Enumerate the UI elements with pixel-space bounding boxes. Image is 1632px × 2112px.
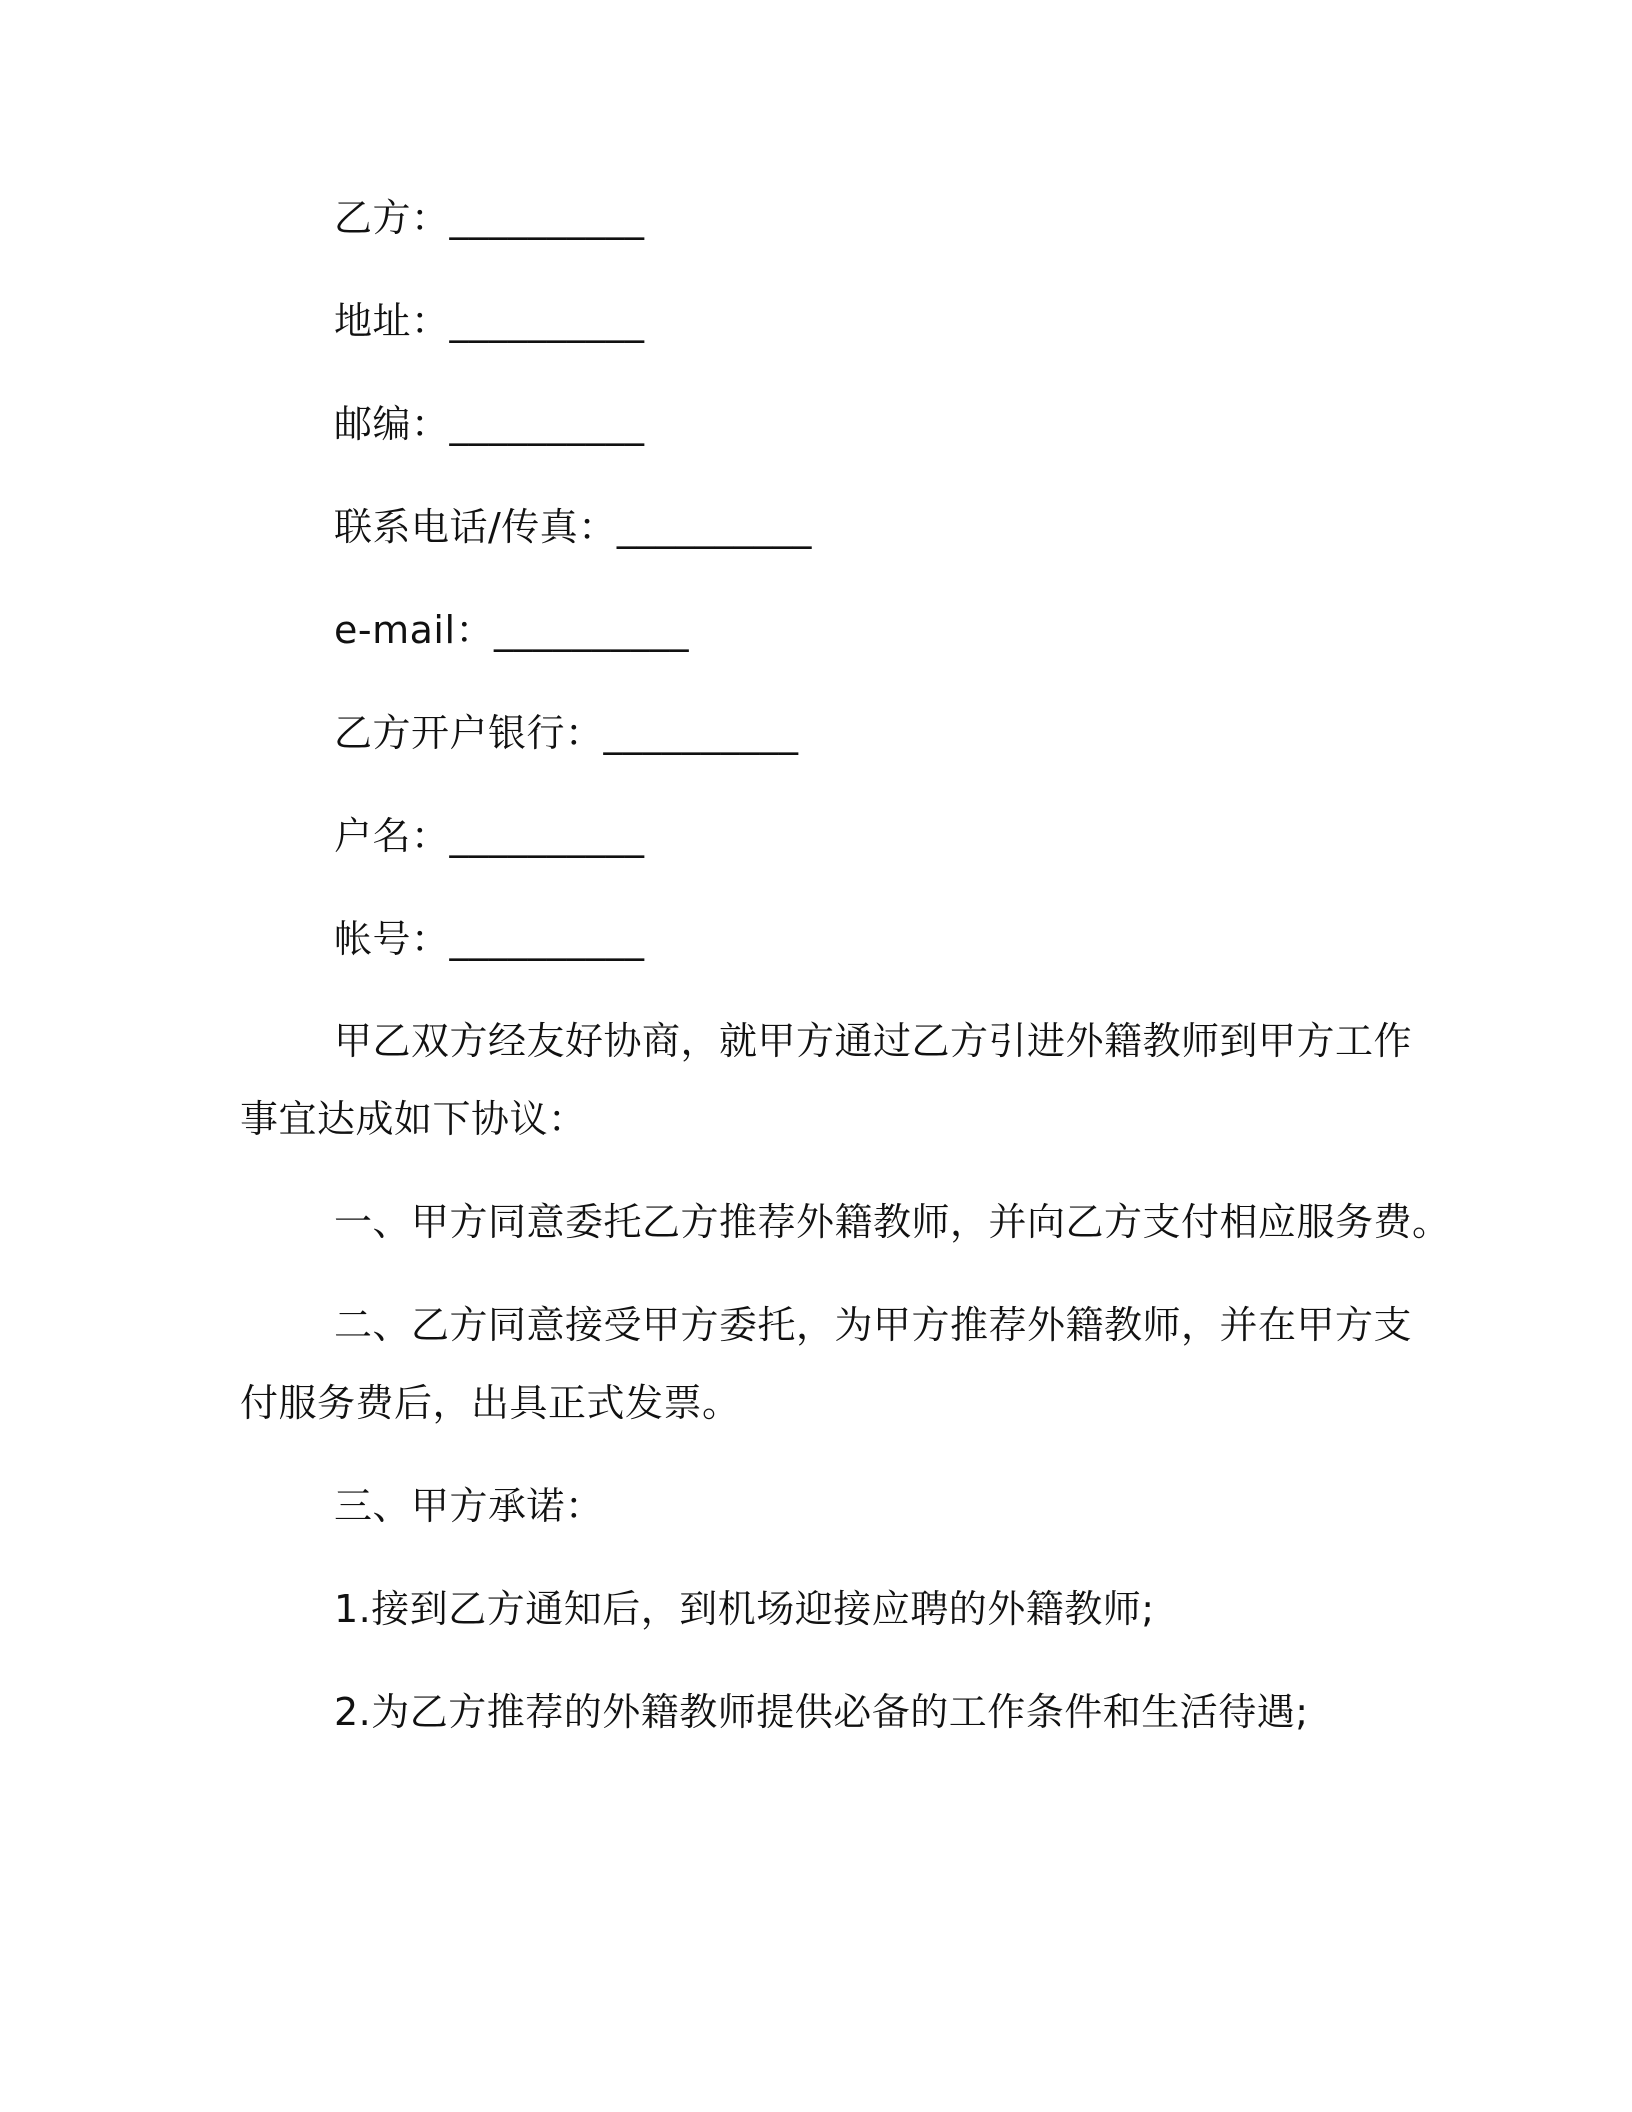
field-label: 邮编： [334, 402, 450, 446]
field-address [334, 297, 645, 345]
clause-two-line-1: 二、乙方同意接受甲方委托，为甲方推荐外籍教师，并在甲方支 [334, 1303, 1413, 1347]
field-postcode [334, 400, 645, 448]
field-blank: __________ [449, 299, 645, 343]
field-label: e-mail： [334, 608, 495, 652]
field-bank [334, 709, 799, 757]
field-phone-fax [334, 503, 812, 551]
field-blank: __________ [449, 814, 645, 858]
field-blank: __________ [494, 608, 690, 652]
field-label: 乙方： [334, 196, 450, 240]
field-label: 联系电话/传真： [334, 505, 617, 549]
field-blank: __________ [449, 196, 645, 240]
field-email [334, 606, 689, 654]
field-account-number [334, 915, 645, 963]
field-blank: __________ [603, 711, 799, 755]
field-label: 乙方开户银行： [334, 711, 604, 755]
field-blank: __________ [449, 917, 645, 961]
field-label: 帐号： [334, 917, 450, 961]
field-label: 地址： [334, 299, 450, 343]
clause-three-item-2: 2.为乙方推荐的外籍教师提供必备的工作条件和生活待遇; [334, 1690, 1309, 1734]
field-label: 户名： [334, 814, 450, 858]
clause-three-heading: 三、甲方承诺： [334, 1484, 604, 1528]
intro-paragraph-line-1: 甲乙双方经友好协商，就甲方通过乙方引进外籍教师到甲方工作 [334, 1019, 1413, 1063]
clause-two-line-2: 付服务费后，出具正式发票。 [240, 1381, 741, 1425]
clause-three-item-1: 1.接到乙方通知后，到机场迎接应聘的外籍教师; [334, 1587, 1155, 1631]
field-account-name [334, 812, 645, 860]
field-blank: __________ [616, 505, 812, 549]
field-party-b [334, 194, 645, 242]
field-blank: __________ [449, 402, 645, 446]
clause-one: 一、甲方同意委托乙方推荐外籍教师，并向乙方支付相应服务费。 [334, 1200, 1451, 1244]
intro-paragraph-line-2: 事宜达成如下协议： [240, 1097, 587, 1141]
